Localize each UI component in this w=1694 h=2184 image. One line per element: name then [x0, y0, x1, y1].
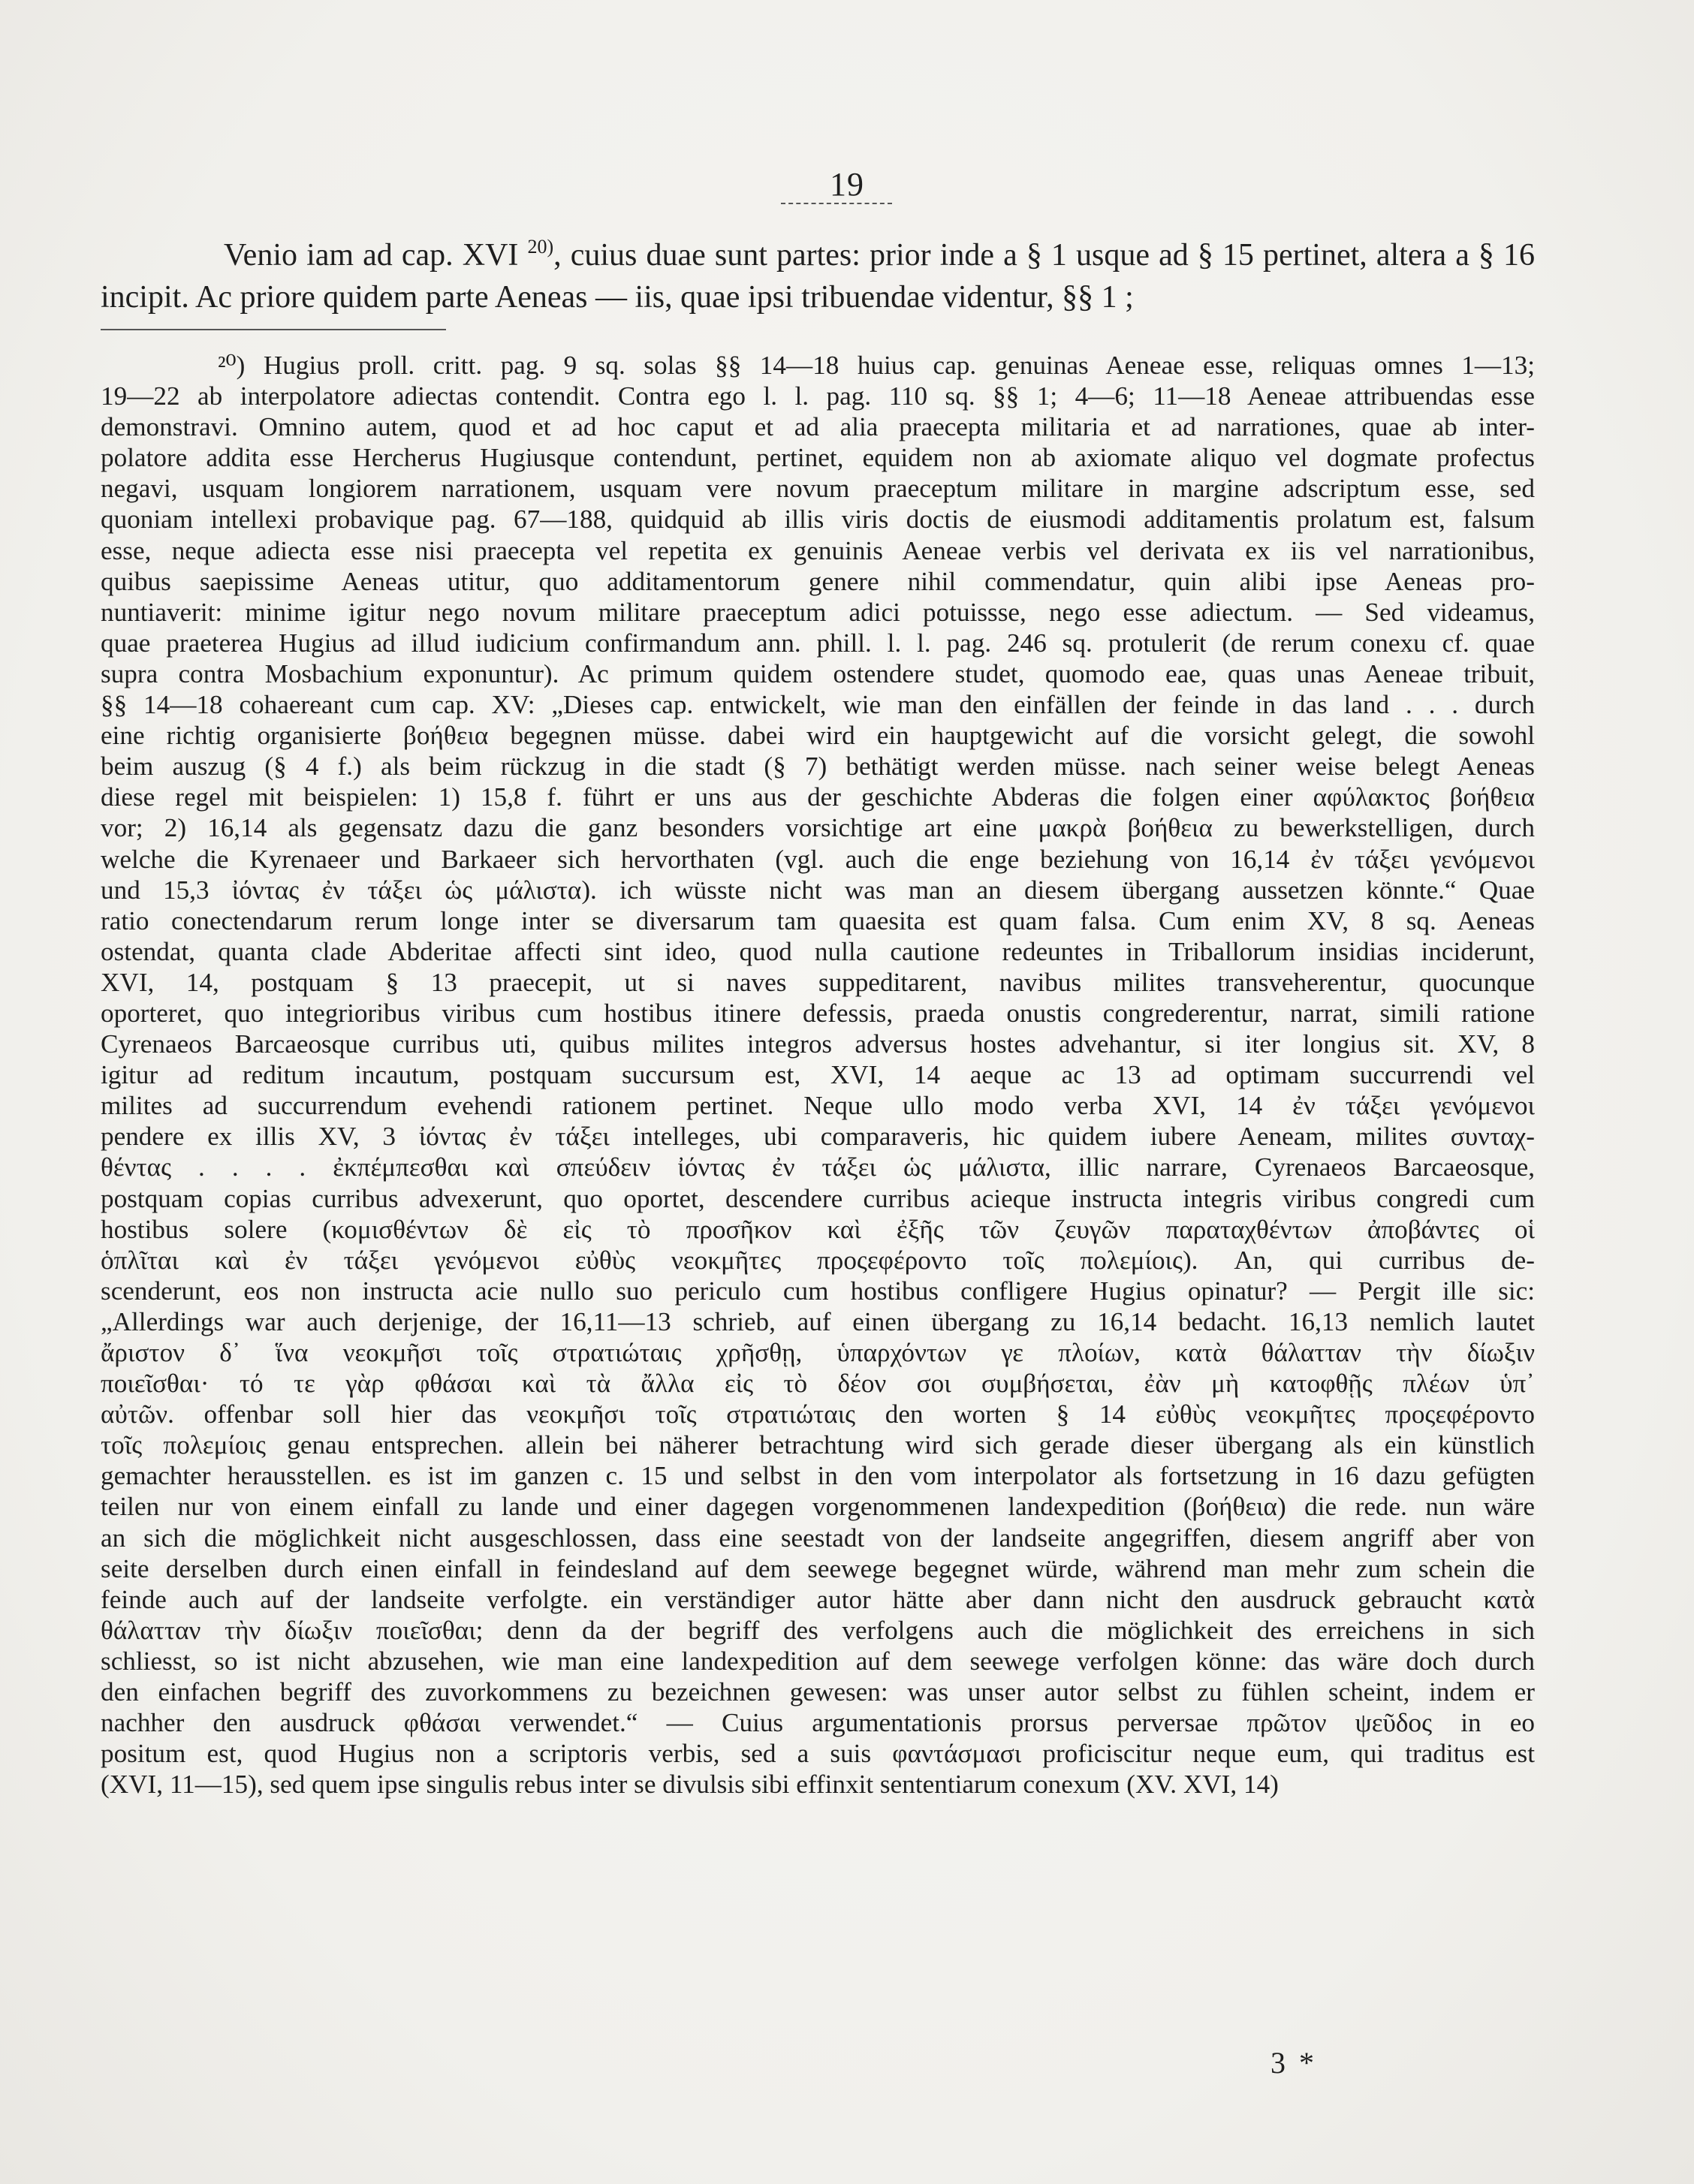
footnote-line: supra contra Mosbachium exponuntur). Ac primum quidem ostendere studet, quomodo eae, quas unas Aeneae tribuit,: [101, 658, 1535, 688]
footnote-line: teilen nur von einem einfall zu lande und einer dagegen vorgenommenen landexpedition (βοήθεια) die rede. nun wäre: [101, 1492, 1535, 1522]
footnote-line: Cyrenaeos Barcaeosque curribus uti, quibus milites integros adversus hostes advehantur, si iter longius sit. XV, 8: [101, 1029, 1535, 1059]
footnote-line: gemachter herausstellen. es ist im ganzen c. 15 und selbst in den vom interpolator als fortsetzung in 16 dazu gefügten: [101, 1461, 1535, 1491]
footnote-line: feinde auch auf der landseite verfolgte. ein verständiger autor hätte aber dann nicht den ausdruck gebraucht κατὰ: [101, 1584, 1535, 1614]
footnote-line: demonstravi. Omnino autem, quod et ad hoc caput et ad alia praecepta militaria et ad narrationes, quae ab inter-: [101, 412, 1535, 442]
footnote-line: θάλατταν τὴν δίωξιν ποιεῖσθαι; denn da der begriff des verfolgens auch die möglichkeit des erreichens in sich: [101, 1615, 1535, 1645]
footnote-line: 19—22 ab interpolatore adiectas contendit. Contra ego l. l. pag. 110 sq. §§ 1; 4—6; 11—18 Aeneae attribuendas esse: [101, 381, 1535, 411]
footnote-line: postquam copias curribus advexerunt, quo oportet, descendere curribus acieque instructa integris viribus congredi cum: [101, 1183, 1535, 1213]
page-number: 19: [830, 166, 864, 203]
footnote-line: milites ad succurrendum evehendi rationem pertinet. Neque ullo modo verba XVI, 14 ἐν τάξει γενόμενοι: [101, 1091, 1535, 1121]
footnote-line: XVI, 14, postquam § 13 praecepit, ut si naves suppeditarent, navibus milites transveherentur, quocunque: [101, 967, 1535, 997]
footnote-reference: 20): [527, 236, 554, 258]
footnote-divider: [101, 329, 446, 330]
footnote-line: ὁπλῖται καὶ ἐν τάξει γενόμενοι εὐθὺς νεοκμῆτες προςεφέροντο τοῖς πολεμίοις). An, qui curribus de-: [101, 1245, 1535, 1275]
footnote-line: (XVI, 11—15), sed quem ipse singulis rebus inter se divulsis sibi effinxit sententiarum conexum (XV. XVI, 14): [101, 1770, 1279, 1800]
footnote-line: ἄριστον δ᾽ ἵνα νεοκμῆσι τοῖς στρατιώταις χρῆσθῃ, ὑπαρχόντων γε πλοίων, κατὰ θάλατταν τὴν δίωξιν: [101, 1338, 1535, 1367]
footnote-line: hostibus solere (κομισθέντων δὲ εἰς τὸ προσῆκον καὶ ἐξῆς τῶν ζευγῶν παραταχθέντων ἀποβάντες οἱ: [101, 1214, 1535, 1244]
footnote-line: seite derselben durch einen einfall in feindesland auf dem seewege begegnet würde, während man mehr zum schein die: [101, 1553, 1535, 1583]
footnote-block: [101, 350, 1535, 1800]
footnote-line: vor; 2) 16,14 als gegensatz dazu die ganz besonders vorsichtige art eine μακρὰ βοήθεια zu bewerkstelligen, durch: [101, 813, 1535, 843]
footnote-line: ostendat, quanta clade Abderitae affecti sint ideo, quod nulla cautione redeuntes in Triballorum insidias inciderunt,: [101, 936, 1535, 966]
footnote-line: ²⁰) Hugius proll. critt. pag. 9 sq. solas §§ 14—18 huius cap. genuinas Aeneae esse, reliquas omnes 1—13;: [218, 351, 1535, 380]
footnote-line: polatore addita esse Hercherus Hugiusque contendunt, pertinet, equidem non ab axiomate aliquo vel dogmate profectus: [101, 443, 1535, 473]
footnote-line: beim auszug (§ 4 f.) als beim rückzug in die stadt (§ 7) bethätigt werden müsse. nach seiner weise belegt Aeneas: [101, 752, 1535, 782]
footnote-line: welche die Kyrenaeer und Barkaeer sich hervorthaten (vgl. auch die enge beziehung von 16,14 ἐν τάξει γενόμενοι: [101, 844, 1535, 874]
footnote-line: scenderunt, eos non instructa acie nullo suo periculo cum hostibus confligere Hugius opinatur? — Pergit ille sic:: [101, 1276, 1535, 1306]
footnote-line: positum est, quod Hugius non a scriptoris verbis, sed a suis φαντάσμασι proficiscitur neque eum, qui traditus est: [101, 1739, 1535, 1769]
footnote-line: diese regel mit beispielen: 1) 15,8 f. führt er uns aus der geschichte Abderas die folgen einer αφύλακτος βοήθεια: [101, 782, 1535, 812]
footnote-line: quibus saepissime Aeneas utitur, quo additamentorum genere nihil commendatur, quin alibi ipse Aeneas pro-: [101, 566, 1535, 596]
footnote-line: quae praeterea Hugius ad illud iudicium confirmandum ann. phill. l. l. pag. 246 sq. protulerit (de rerum conexu cf. quae: [101, 628, 1535, 658]
footnote-line: ratio conectendarum rerum longe inter se diversarum tam quaesita est quam falsa. Cum enim XV, 8 sq. Aeneas: [101, 905, 1535, 935]
footnote-line: quoniam intellexi probavique pag. 67—188, quidquid ab illis viris doctis de eiusmodi additamentis prolatum est, falsum: [101, 505, 1535, 535]
footnote-line: eine richtig organisierte βοήθεια begegnen müsse. dabei wird ein hauptgewicht auf die vorsicht gelegt, die sowohl: [101, 721, 1535, 751]
body-paragraph: [101, 234, 1535, 318]
footnote-line: an sich die möglichkeit nicht ausgeschlossen, dass eine seestadt von der landseite angegriffen, diesem angriff aber von: [101, 1523, 1535, 1553]
body-text-start: Venio iam ad cap. XVI: [224, 238, 519, 273]
footnote-line: negavi, usquam longiorem narrationem, usquam vere novum praeceptum militare in margine adscriptum esse, sed: [101, 474, 1535, 504]
footnote-line: §§ 14—18 cohaereant cum cap. XV: „Dieses cap. entwickelt, wie man den einfällen der feinde in das land . . . durch: [101, 690, 1535, 720]
footnote-line: nachher den ausdruck φθάσαι verwendet.“ — Cuius argumentationis prorsus perversae πρῶτον ψεῦδος in eo: [101, 1708, 1535, 1738]
footnote-line: θέντας . . . . ἐκπέμπεσθαι καὶ σπεύδειν ἰόντας ἐν τάξει ὡς μάλιστα, illic narrare, Cyrenaeos Barcaeosque,: [101, 1152, 1535, 1182]
footnote-line: esse, neque adiecta esse nisi praecepta vel repetita ex genuinis Aeneae verbis vel derivata ex iis vel narrationibus,: [101, 535, 1535, 565]
footnote-line: igitur ad reditum incautum, postquam succursum est, XVI, 14 aeque ac 13 ad optimam succurrendi vel: [101, 1060, 1535, 1090]
signature-mark: 3 *: [1270, 2046, 1317, 2080]
footnote-line: ποιεῖσθαι· τό τε γὰρ φθάσαι καὶ τὰ ἄλλα εἰς τὸ δέον σοι συμβήσεται, ἐὰν μὴ κατοφθῇς πλέων ὑπ᾽: [101, 1369, 1535, 1399]
footnote-line: „Allerdings war auch derjenige, der 16,11—13 schrieb, auf einen übergang zu 16,14 bedacht. 16,13 nemlich lautet: [101, 1306, 1535, 1336]
footnote-line: schliesst, so ist nicht abzusehen, wie man eine landexpedition auf dem seewege verfolgen könne: das wäre doch durch: [101, 1646, 1535, 1676]
footnote-line: pendere ex illis XV, 3 ἰόντας ἐν τάξει intelleges, ubi comparaveris, hic quidem iubere Aeneam, milites συνταχ-: [101, 1122, 1535, 1152]
footnote-line: und 15,3 ἰόντας ἐν τάξει ὡς μάλιστα). ich wüsste nicht was man an diesem übergang aussetzen könnte.“ Quae: [101, 875, 1535, 905]
page-number-ornament-rule: [781, 203, 892, 209]
footnote-line: den einfachen begriff des zuvorkommens zu bezeichnen gewesen: was unser autor selbst zu fühlen scheint, indem er: [101, 1677, 1535, 1707]
footnote-line: nuntiaverit: minime igitur nego novum militare praeceptum adici potuissse, nego esse adiectum. — Sed videamus,: [101, 597, 1535, 627]
footnote-line: τοῖς πολεμίοις genau entsprechen. allein bei näherer betrachtung wird sich gerade dieser übergang als ein künstlich: [101, 1430, 1535, 1460]
footnote-line: αὐτῶν. offenbar soll hier das νεοκμῆσι τοῖς στρατιώταις den worten § 14 εὐθὺς νεοκμῆτες προςεφέροντο: [101, 1399, 1535, 1429]
body-text-rest: , cuius duae sunt partes: prior inde a § 1 usque ad § 15 pertinet, altera a § 16 incipit. Ac priore quidem parte Aeneas — iis, quae ipsi tribuendae videntur, §§ 1 ;: [101, 238, 1536, 315]
footnote-line: oporteret, quo integrioribus viribus cum hostibus itinere defessis, praeda onustis congrederentur, narrat, simili ratione: [101, 998, 1535, 1028]
